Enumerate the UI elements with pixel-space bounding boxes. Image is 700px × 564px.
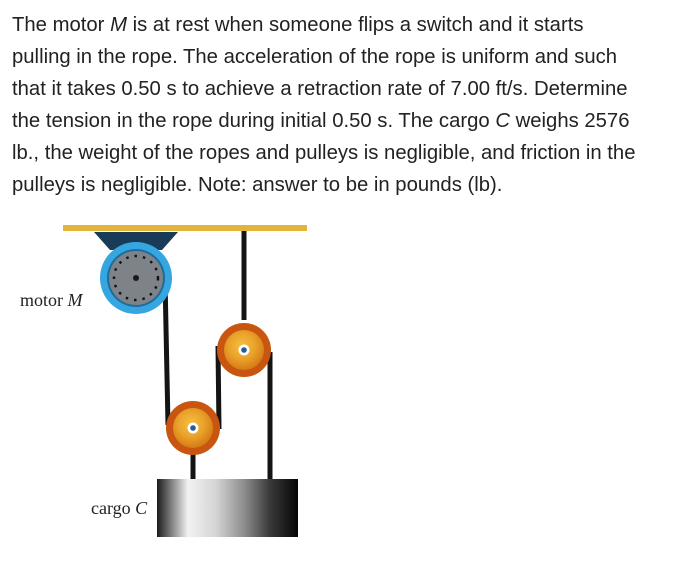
cargo-block: [157, 479, 298, 537]
ceiling-beam: [63, 225, 307, 231]
motor-label-symbol: M: [67, 290, 83, 310]
motor-axle: [133, 275, 139, 281]
lower-pulley: [166, 401, 220, 455]
problem-text-2: is at rest when someone flips a switch and it starts pulling in the rope. The acceleration of the rope is uniform and such that it takes 0.50 s to achieve a retraction rate of 7.00 ft/s. Determine the tension in the rope during initial 0.50 s. The cargo: [12, 14, 628, 132]
cargo-label-symbol: C: [135, 498, 148, 518]
upper-pulley: [217, 323, 271, 377]
motor-symbol-text: M: [110, 14, 127, 36]
motor-label: [20, 290, 84, 310]
problem-text-3: weighs 2576 lb., the weight of the ropes and pulleys is negligible, and friction in the pulleys is negligible. Note: answer to be in pounds (lb).: [12, 110, 636, 196]
cargo-symbol-text: C: [495, 110, 510, 132]
rope-segment-motor: [165, 279, 168, 425]
cargo-label-word: cargo: [91, 498, 131, 518]
motor: [100, 242, 172, 314]
cargo-label: [91, 498, 148, 518]
problem-text-1: The motor: [12, 14, 111, 36]
motor-label-word: motor: [20, 290, 63, 310]
